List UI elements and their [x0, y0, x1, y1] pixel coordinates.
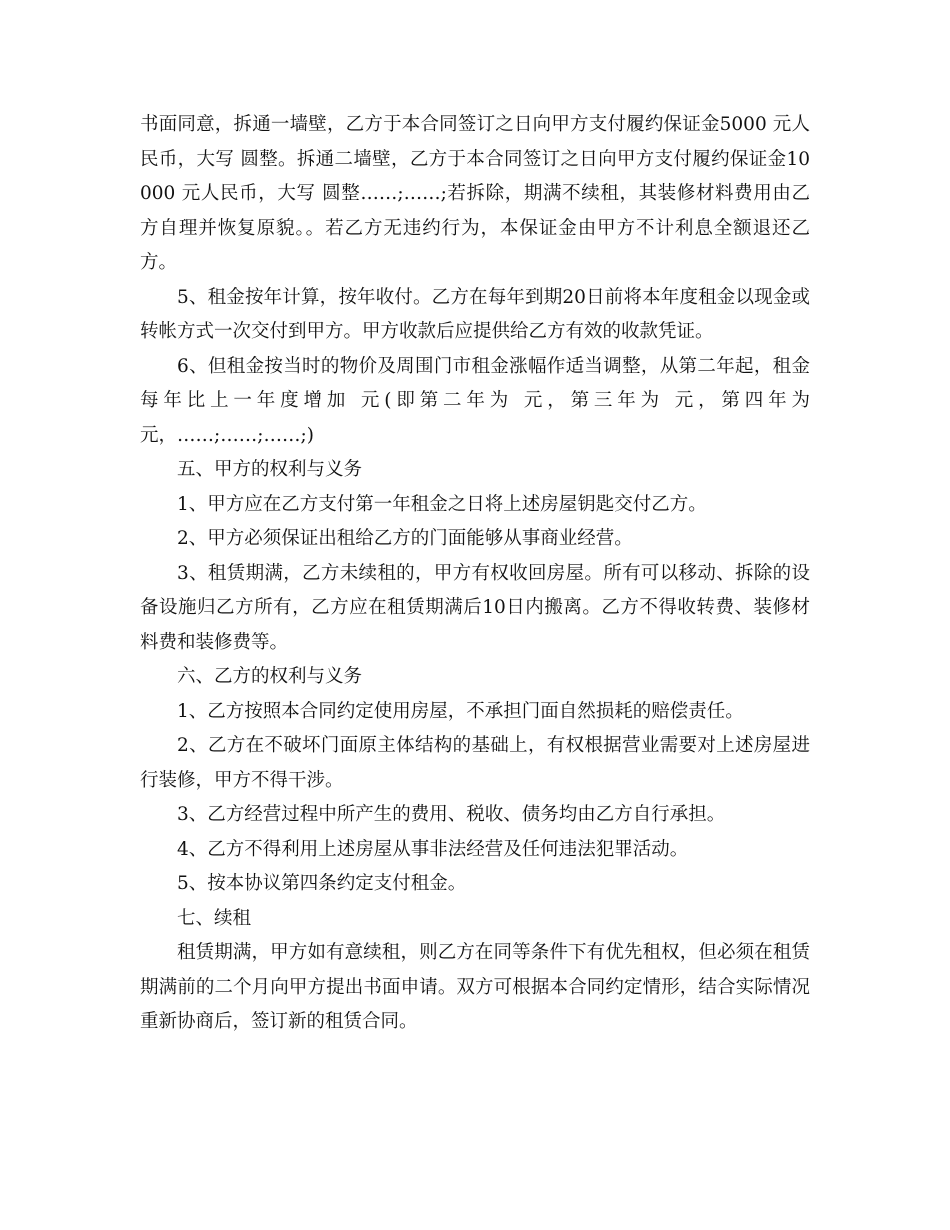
paragraph-party-b-item-5: 5、按本协议第四条约定支付租金。	[177, 873, 467, 894]
section-heading-renewal: 七、续租	[177, 907, 252, 929]
paragraph-rent-payment: 5、租金按年计算，按年收付。乙方在每年到期20日前将本年度租金以现金或转帐方式一次交付到甲方。甲方收款后应提供给乙方有效的收款凭证。	[140, 286, 810, 342]
paragraph-renewal: 租赁期满，甲方如有意续租，则乙方在同等条件下有优先租权，但必须在租赁期满前的二个月向甲方提出书面申请。双方可根据本合同约定情形，结合实际情况重新协商后，签订新的租赁合同。	[140, 942, 810, 1032]
paragraph-party-a-item-2: 2、甲方必须保证出租给乙方的门面能够从事商业经营。	[177, 528, 633, 549]
section-heading-party-b: 六、乙方的权利与义务	[177, 666, 363, 687]
paragraph-party-a-item-3: 3、租赁期满，乙方未续租的，甲方有权收回房屋。所有可以移动、拆除的设备设施归乙方所有，乙方应在租赁期满后10日内搬离。乙方不得收转费、装修材料费和装修费等。	[140, 562, 810, 653]
paragraph-party-b-item-4: 4、乙方不得利用上述房屋从事非法经营及任何违法犯罪活动。	[177, 838, 689, 860]
paragraph-deposit: 书面同意，拆通一墙壁，乙方于本合同签订之日向甲方支付履约保证金5000 元人民币，大写 圆整。拆通二墙壁，乙方于本合同签订之日向甲方支付履约保证金10000 元人民币，大写 圆整……;……;若拆除，期满不续租，其装修材料费用由乙方自理并恢复原貌。。若乙方无违约行为，本保证金由甲方不计利息全额退还乙方。	[140, 114, 810, 273]
paragraph-party-b-item-3: 3、乙方经营过程中所产生的费用、税收、债务均由乙方自行承担。	[177, 804, 726, 825]
document-body	[140, 108, 810, 1040]
paragraph-rent-adjustment: 6、但租金按当时的物价及周围门市租金涨幅作适当调整，从第二年起，租金每年比上一年度增加 元(即第二年为 元，第三年为 元，第四年为 元，……;……;……;)	[140, 355, 810, 446]
paragraph-party-a-item-1: 1、甲方应在乙方支付第一年租金之日将上述房屋钥匙交付乙方。	[177, 493, 707, 515]
section-heading-party-a: 五、甲方的权利与义务	[177, 459, 363, 480]
paragraph-party-b-item-2: 2、乙方在不破坏门面原主体结构的基础上，有权根据营业需要对上述房屋进行装修，甲方不得干涉。	[140, 735, 810, 791]
paragraph-party-b-item-1: 1、乙方按照本合同约定使用房屋，不承担门面自然损耗的赔偿责任。	[177, 700, 744, 722]
